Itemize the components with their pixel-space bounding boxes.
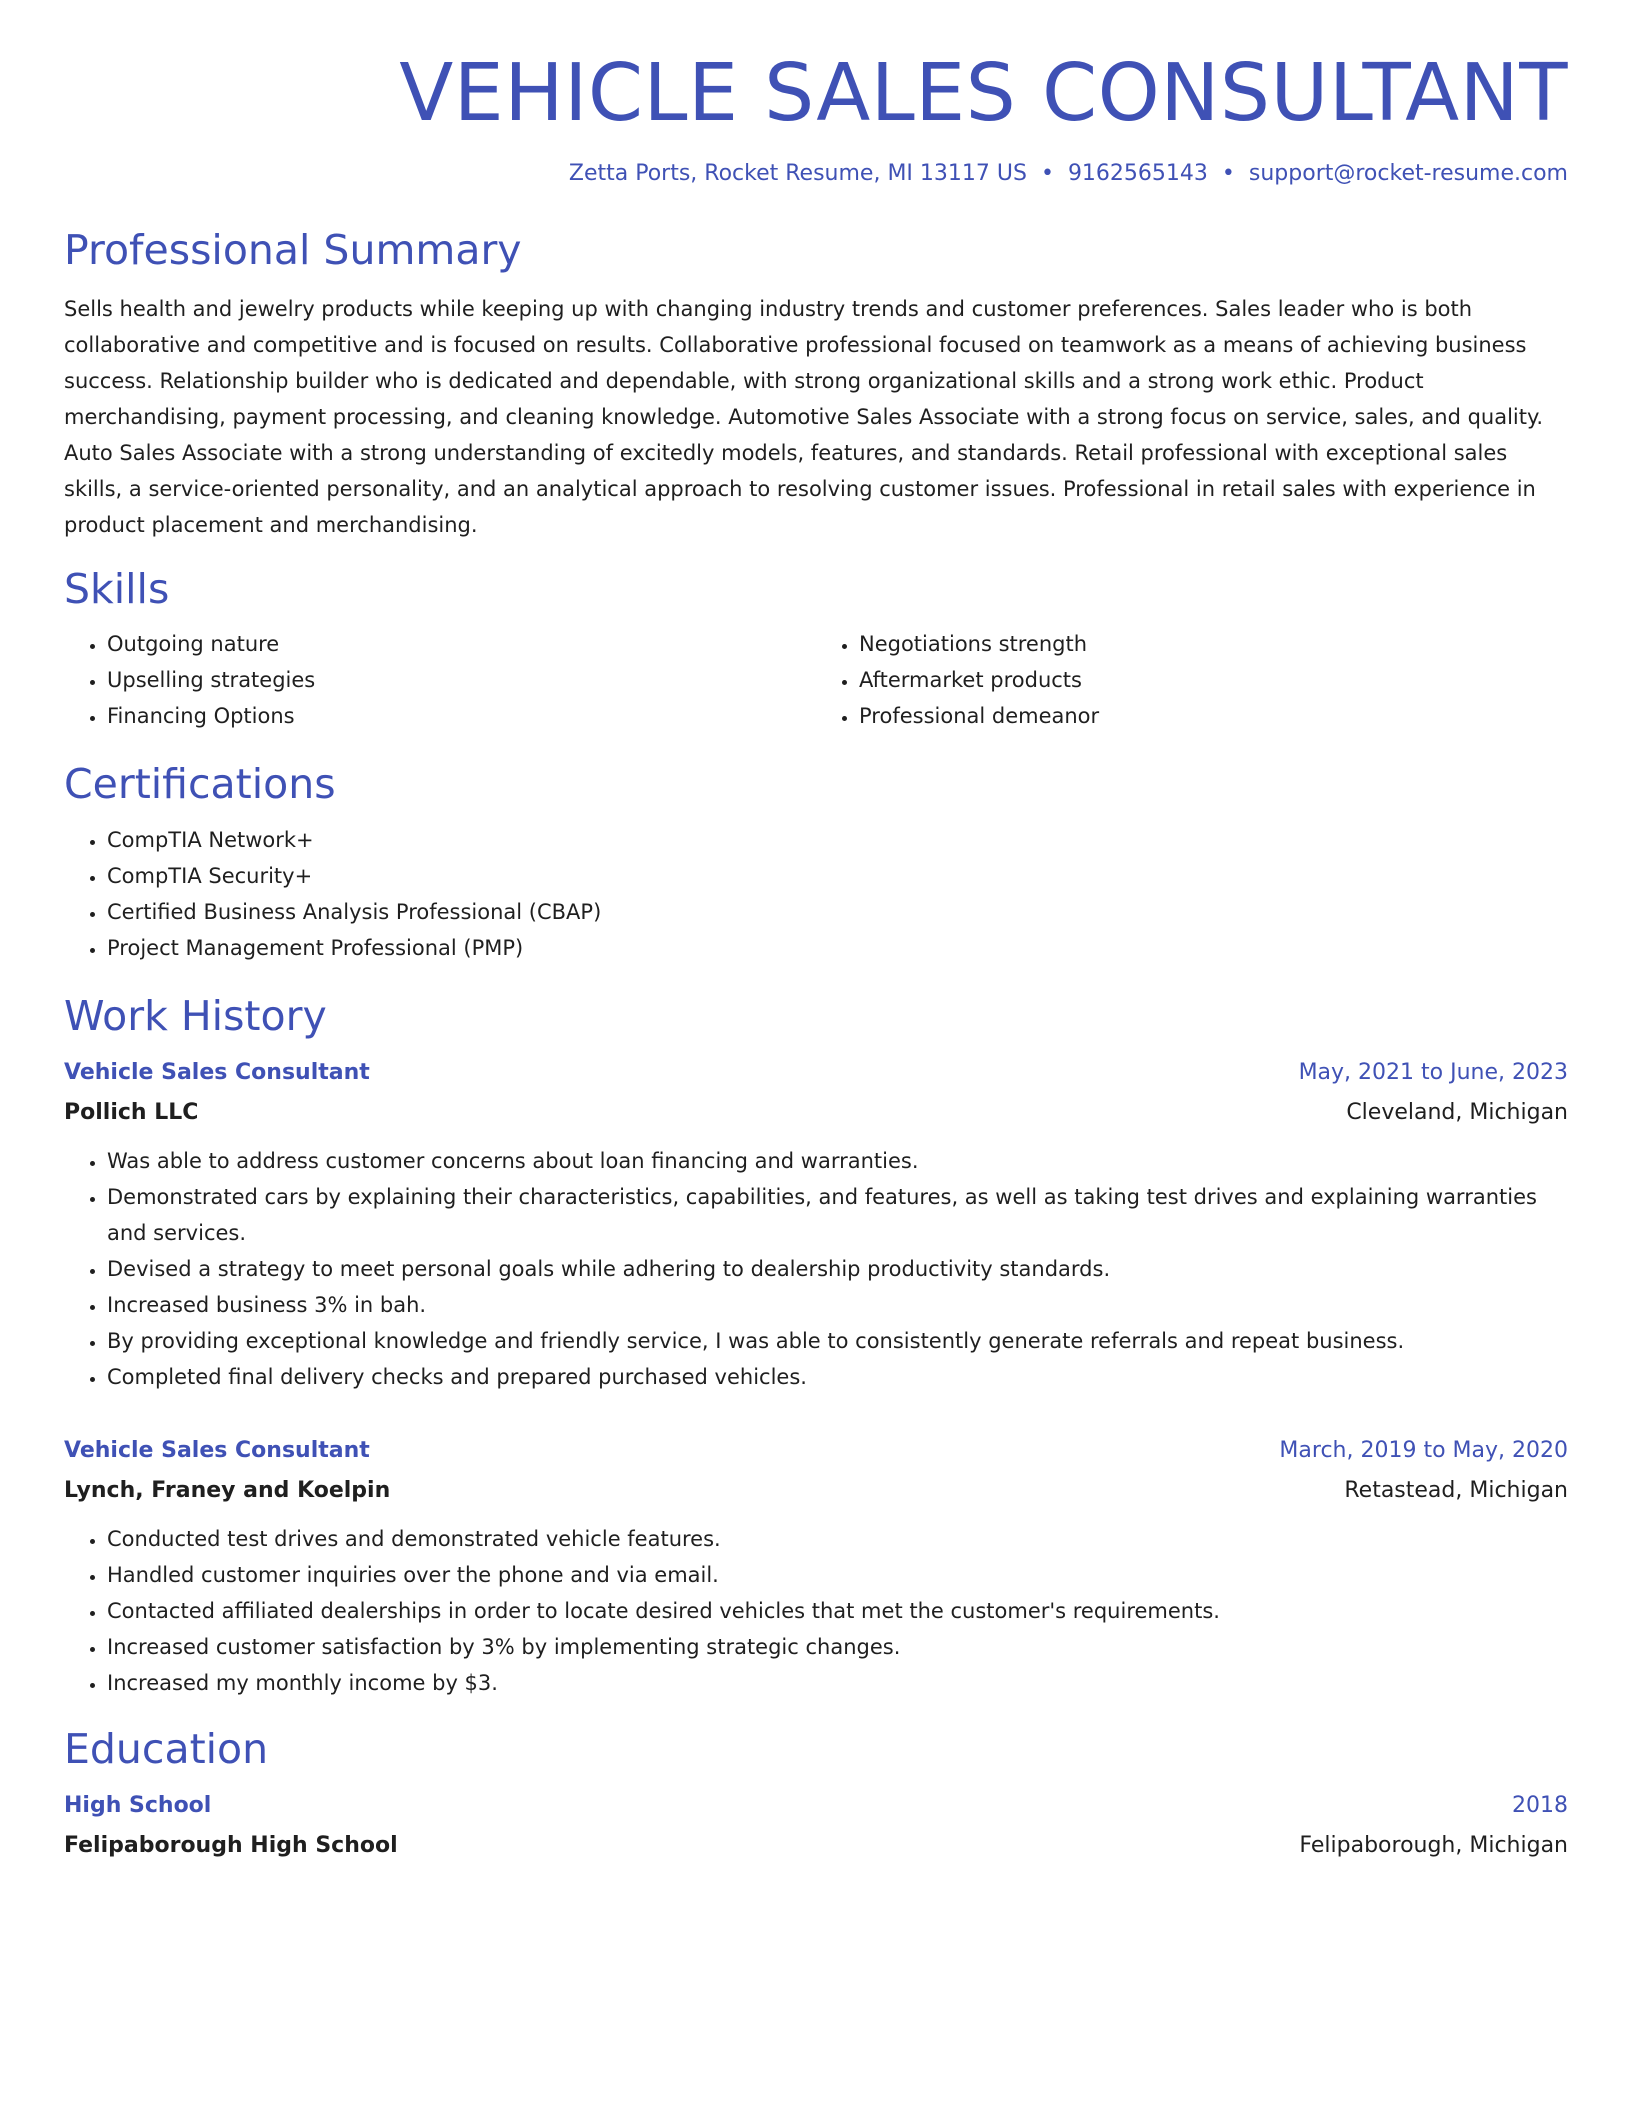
job-bullets [64, 1143, 1568, 1395]
contact-separator: • [1221, 160, 1235, 186]
contact-email: support@rocket-resume.com [1248, 160, 1568, 186]
job-company: Pollich LLC [64, 1099, 199, 1125]
education-location: Felipaborough, Michigan [1299, 1832, 1568, 1858]
job-role: Vehicle Sales Consultant [64, 1059, 370, 1085]
skills-list-right [816, 626, 1568, 734]
education-school-row [64, 1824, 1568, 1864]
job-bullets [64, 1521, 1568, 1701]
job-location: Retastead, Michigan [1344, 1477, 1568, 1503]
work-history-heading: Work History [64, 991, 327, 1040]
skill-item: • Aftermarket products [859, 662, 1568, 698]
contact-phone: 9162565143 [1067, 160, 1208, 186]
skills-grid [64, 626, 1568, 734]
job-bullet: • Contacted affiliated dealerships in order to locate desired vehicles that met the customer's requirements. [107, 1593, 1568, 1629]
job-company: Lynch, Franey and Koelpin [64, 1477, 391, 1503]
skill-item: • Professional demeanor [859, 698, 1568, 734]
job-bullet: • By providing exceptional knowledge and friendly service, I was able to consistently generate referrals and repeat business. [107, 1323, 1568, 1359]
contact-separator: • [1040, 160, 1054, 186]
job-bullet: • Increased customer satisfaction by 3% by implementing strategic changes. [107, 1629, 1568, 1665]
education-degree: High School [64, 1792, 212, 1818]
certification-item: • Certified Business Analysis Professional (CBAP) [107, 894, 1568, 930]
job-bullet: • Increased my monthly income by $3. [107, 1665, 1568, 1701]
certification-item: • Project Management Professional (PMP) [107, 930, 1568, 966]
job-header-row [64, 1055, 1568, 1091]
resume-title: VEHICLE SALES CONSULTANT [399, 47, 1568, 139]
job-dates: March, 2019 to May, 2020 [1279, 1437, 1568, 1463]
education-school: Felipaborough High School [64, 1832, 398, 1858]
summary-section [64, 226, 1568, 543]
skill-item: • Upselling strategies [107, 662, 816, 698]
summary-text: Sells health and jewelry products while keeping up with changing industry trends and customer preferences. Sales leader who is both collaborative and competitive and is focused on results. Collaborative professional focused on teamwork as a means of achieving business success. Relationship builder who is dedicated and dependable, with strong organizational skills and a strong work ethic. Product merchandising, payment processing, and cleaning knowledge. Automotive Sales Associate with a strong focus on service, sales, and quality. Auto Sales Associate with a strong understanding of excitedly models, features, and standards. Retail professional with exceptional sales skills, a service-oriented personality, and an analytical approach to resolving customer issues. Professional in retail sales with experience in product placement and merchandising. [64, 297, 1544, 538]
job-bullet: • Devised a strategy to meet personal goals while adhering to dealership productivity standards. [107, 1251, 1568, 1287]
skills-section [64, 565, 1568, 734]
job-bullet: • Increased business 3% in bah. [107, 1287, 1568, 1323]
skills-heading: Skills [64, 565, 170, 614]
job-bullet: • Handled customer inquiries over the phone and via email. [107, 1557, 1568, 1593]
job-dates: May, 2021 to June, 2023 [1298, 1059, 1568, 1085]
education-section [64, 1725, 1568, 1864]
certifications-section [64, 760, 1568, 965]
skill-item: • Negotiations strength [859, 626, 1568, 662]
contact-address: Zetta Ports, Rocket Resume, MI 13117 US [568, 160, 1027, 186]
job-bullet: • Completed final delivery checks and prepared purchased vehicles. [107, 1359, 1568, 1395]
work-history-section [64, 992, 1568, 1701]
job-entry [64, 1433, 1568, 1701]
job-company-row [64, 1091, 1568, 1131]
education-year: 2018 [1512, 1792, 1568, 1818]
skills-list-left [64, 626, 816, 734]
job-company-row [64, 1469, 1568, 1509]
job-entry [64, 1055, 1568, 1395]
education-heading: Education [64, 1724, 269, 1773]
certifications-heading: Certifications [64, 760, 336, 809]
job-location: Cleveland, Michigan [1346, 1099, 1568, 1125]
certification-item: • CompTIA Network+ [107, 822, 1568, 858]
job-bullet: • Demonstrated cars by explaining their characteristics, capabilities, and features, as well as taking test drives and explaining warranties and services. [107, 1179, 1568, 1251]
job-header-row [64, 1433, 1568, 1469]
education-header-row [64, 1788, 1568, 1824]
contact-line [64, 161, 1568, 186]
education-entry [64, 1788, 1568, 1864]
summary-heading: Professional Summary [64, 225, 522, 274]
job-bullet: • Conducted test drives and demonstrated vehicle features. [107, 1521, 1568, 1557]
skill-item: • Financing Options [107, 698, 816, 734]
certifications-list [64, 822, 1568, 966]
job-role: Vehicle Sales Consultant [64, 1437, 370, 1463]
certification-item: • CompTIA Security+ [107, 858, 1568, 894]
skill-item: • Outgoing nature [107, 626, 816, 662]
job-bullet: • Was able to address customer concerns about loan financing and warranties. [107, 1143, 1568, 1179]
